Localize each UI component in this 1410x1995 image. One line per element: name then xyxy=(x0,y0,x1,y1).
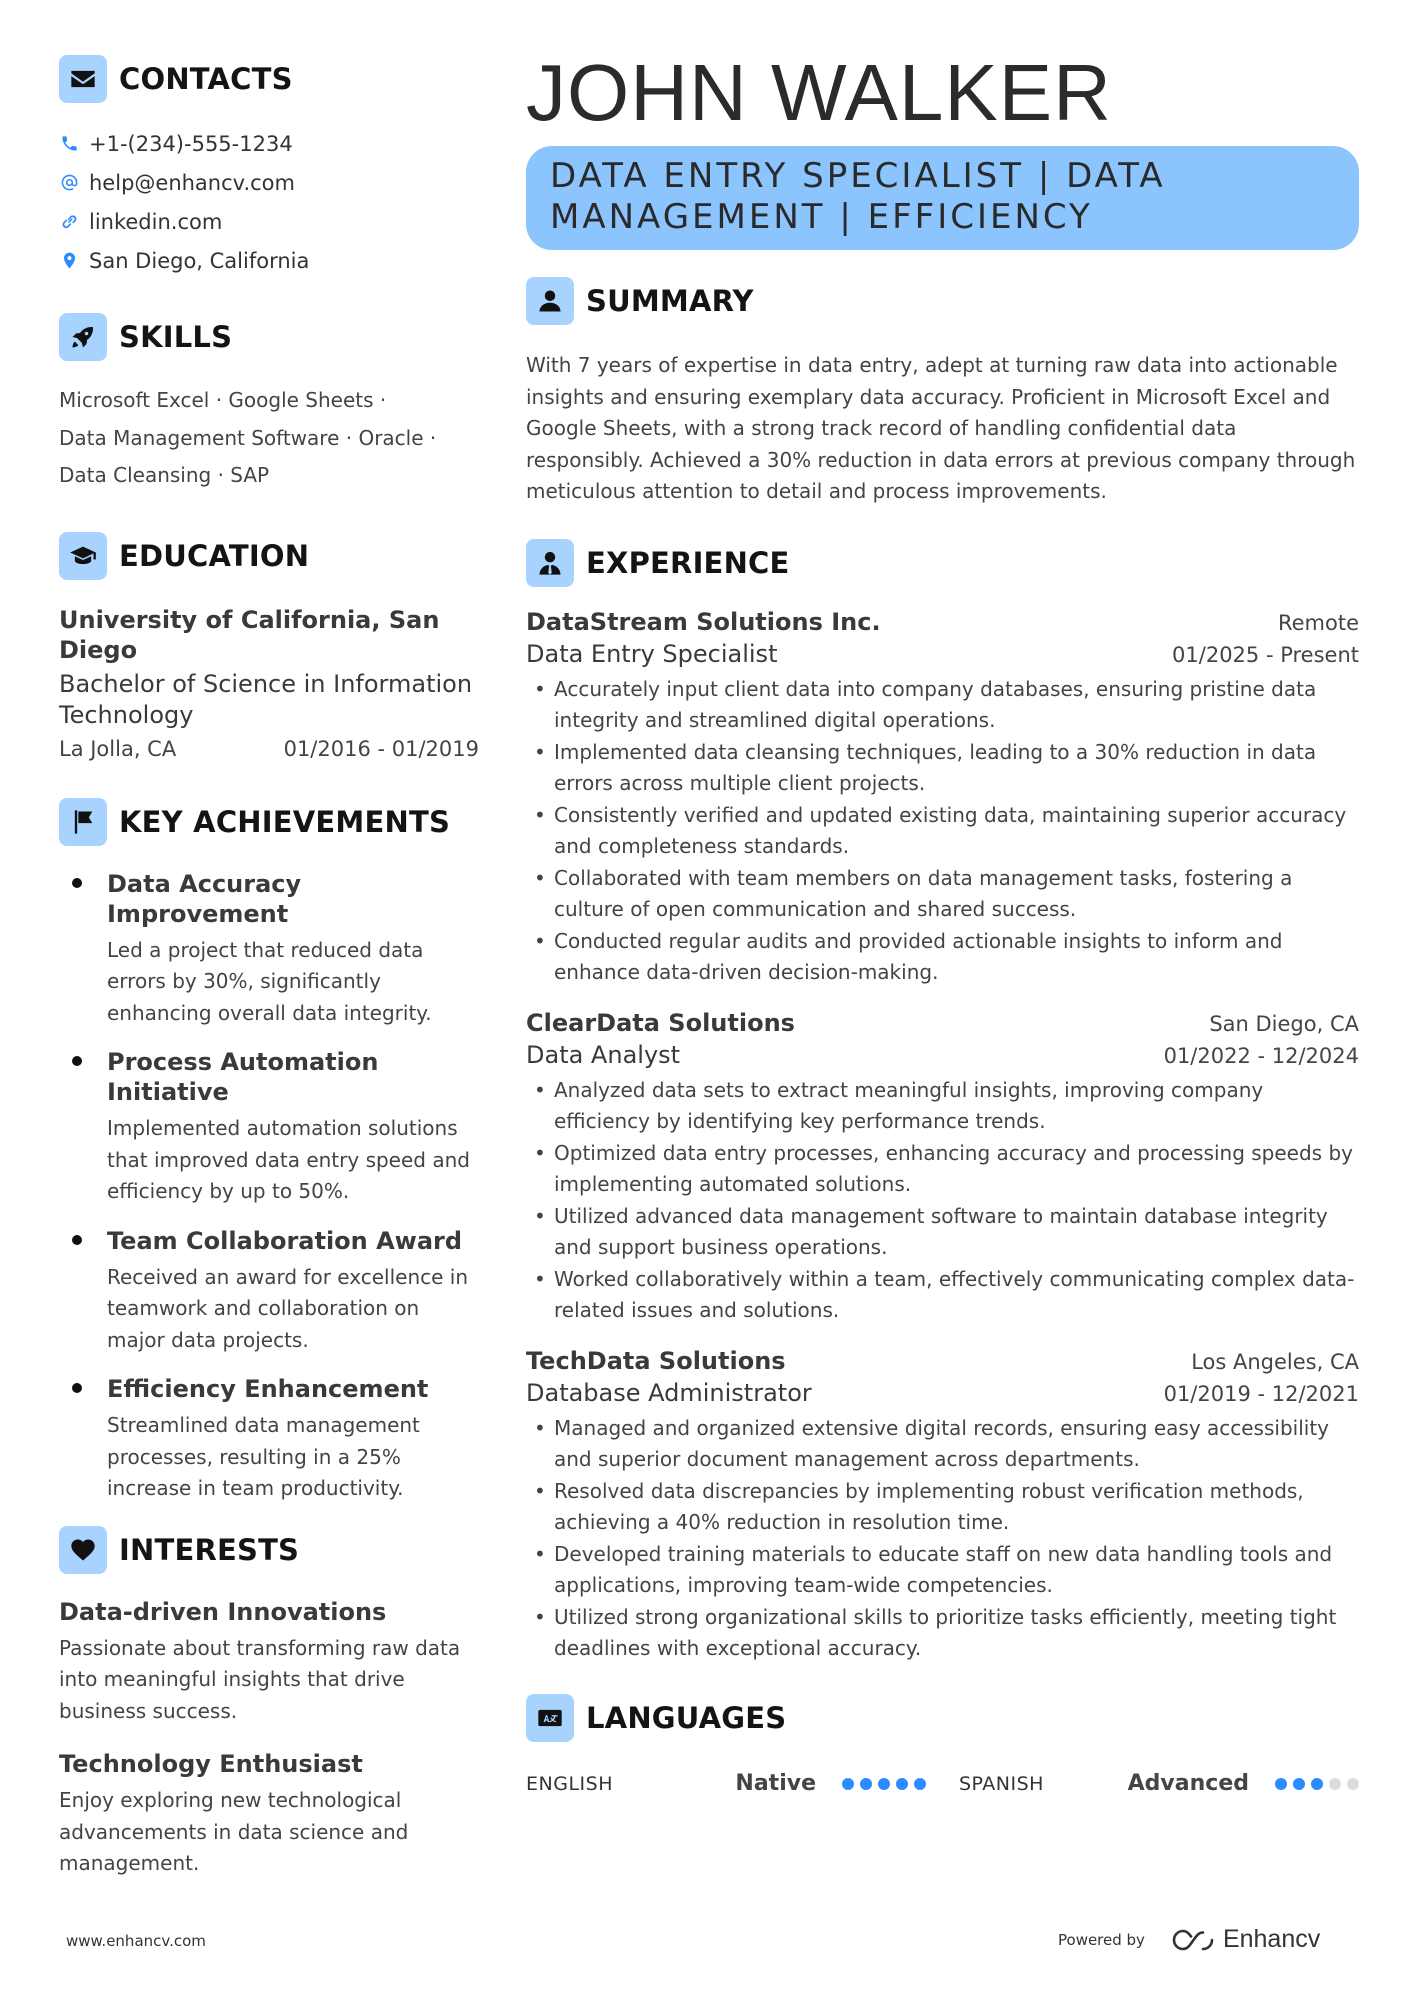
achievement-item xyxy=(59,869,479,1030)
graduation-cap-icon xyxy=(59,532,107,580)
language-proficiency-dots xyxy=(836,1778,926,1790)
achievement-title: Team Collaboration Award xyxy=(107,1226,463,1255)
language-item xyxy=(959,1771,1359,1796)
job-role: Database Administrator xyxy=(526,1378,812,1407)
job-location: Remote xyxy=(1277,610,1359,635)
proficiency-dot-filled xyxy=(896,1778,908,1790)
job-header xyxy=(526,1009,1359,1037)
job-bullets xyxy=(526,1413,1359,1665)
job-entry xyxy=(526,608,1359,989)
language-level: Advanced xyxy=(1127,1771,1249,1796)
envelope-icon xyxy=(59,55,107,103)
achievement-desc: Streamlined data management processes, resulting in a 25% increase in team productivity. xyxy=(107,1413,420,1500)
job-dates: 01/2019 - 12/2021 xyxy=(1163,1381,1359,1406)
translate-icon xyxy=(526,1694,574,1742)
at-sign-icon xyxy=(59,172,79,194)
language-name: SPANISH xyxy=(959,1772,1044,1795)
user-icon xyxy=(526,277,574,325)
languages-section xyxy=(526,1693,1359,1799)
job-bullet: • Managed and organized extensive digital records, ensuring easy accessibility and superior document management across departments. xyxy=(526,1413,1359,1476)
job-bullets xyxy=(526,674,1359,989)
interest-item xyxy=(59,1749,479,1880)
contacts-header xyxy=(59,54,479,104)
bullet-dot xyxy=(72,1235,82,1245)
proficiency-dot-filled xyxy=(878,1778,890,1790)
achievement-item xyxy=(59,1226,479,1357)
map-pin-icon xyxy=(59,250,79,272)
job-company: TechData Solutions xyxy=(526,1346,786,1375)
job-bullet: • Collaborated with team members on data management tasks, fostering a culture of open communication and shared success. xyxy=(526,863,1359,926)
education-school: University of California, San Diego xyxy=(59,605,440,664)
proficiency-dot-empty xyxy=(1329,1778,1341,1790)
job-bullet: • Utilized strong organizational skills to prioritize tasks efficiently, meeting tight deadlines with exceptional accuracy. xyxy=(526,1602,1359,1665)
interest-desc: Passionate about transforming raw data into meaningful insights that drive business success. xyxy=(59,1635,461,1723)
skills-header xyxy=(59,312,479,362)
bullet-dot xyxy=(72,1383,82,1393)
achievement-desc: Received an award for excellence in teamwork and collaboration on major data projects. xyxy=(107,1264,469,1352)
job-bullet: • Resolved data discrepancies by implementing robust verification methods, achieving a 40% reduction in resolution time. xyxy=(526,1476,1359,1539)
enhancv-logo-icon xyxy=(1169,1927,1217,1953)
skills-list xyxy=(59,382,479,495)
job-bullet: • Utilized advanced data management software to maintain database integrity and support business operations. xyxy=(526,1201,1359,1264)
location-text: San Diego, California xyxy=(89,248,310,273)
achievements-list xyxy=(59,869,479,1505)
email-text[interactable]: help@enhancv.com xyxy=(89,170,295,195)
contacts-title: CONTACTS xyxy=(119,62,293,96)
footer-branding xyxy=(1058,1925,1320,1954)
enhancv-logo[interactable] xyxy=(1169,1925,1320,1954)
job-subheader xyxy=(526,1041,1359,1069)
job-dates: 01/2025 - Present xyxy=(1172,642,1359,667)
proficiency-dot-filled xyxy=(1311,1778,1323,1790)
education-degree: Bachelor of Science in Information Technology xyxy=(59,669,473,729)
languages-title: LANGUAGES xyxy=(586,1700,787,1735)
interests-section xyxy=(59,1525,479,1880)
job-subheader xyxy=(526,1379,1359,1407)
education-location: La Jolla, CA xyxy=(59,736,177,761)
language-level: Native xyxy=(735,1771,816,1796)
languages-header xyxy=(526,1693,1359,1743)
experience-header xyxy=(526,538,1359,588)
achievements-section xyxy=(59,797,479,1505)
job-location: Los Angeles, CA xyxy=(1191,1349,1359,1374)
left-column xyxy=(59,54,479,1880)
education-section xyxy=(59,531,479,761)
language-proficiency-dots xyxy=(1269,1778,1359,1790)
language-name: ENGLISH xyxy=(526,1772,613,1795)
summary-section xyxy=(526,276,1359,508)
job-company: DataStream Solutions Inc. xyxy=(526,607,881,636)
job-company: ClearData Solutions xyxy=(526,1008,795,1037)
achievement-desc: Led a project that reduced data errors by 30%, significantly enhancing overall data integrity. xyxy=(107,937,432,1025)
contact-list xyxy=(59,124,479,280)
user-tie-icon xyxy=(526,539,574,587)
job-role: Data Entry Specialist xyxy=(526,639,778,668)
experience-section xyxy=(526,538,1359,1665)
interests-header xyxy=(59,1525,479,1575)
skills-line: Data Management Software · Oracle · xyxy=(59,425,437,450)
phone-icon xyxy=(59,133,79,155)
proficiency-dot-filled xyxy=(842,1778,854,1790)
phone-text: +1-(234)-555-1234 xyxy=(89,131,293,156)
interests-title: INTERESTS xyxy=(119,1532,300,1567)
education-title: EDUCATION xyxy=(119,538,310,573)
language-item xyxy=(526,1771,926,1796)
achievements-title: KEY ACHIEVEMENTS xyxy=(119,804,451,839)
contacts-section xyxy=(59,54,479,280)
achievement-title: Efficiency Enhancement xyxy=(107,1375,429,1403)
languages-row xyxy=(526,1769,1359,1799)
job-dates: 01/2022 - 12/2024 xyxy=(1163,1043,1359,1068)
proficiency-dot-empty xyxy=(1347,1778,1359,1790)
achievement-item xyxy=(59,1047,479,1208)
summary-title: SUMMARY xyxy=(586,284,754,318)
job-bullets xyxy=(526,1075,1359,1327)
rocket-icon xyxy=(59,313,107,361)
education-meta xyxy=(59,737,479,761)
proficiency-dot-filled xyxy=(860,1778,872,1790)
contact-phone xyxy=(59,124,479,163)
job-bullet: • Worked collaboratively within a team, effectively communicating complex data-related issues and solutions. xyxy=(526,1264,1359,1327)
candidate-name: JOHN WALKER xyxy=(526,48,1112,137)
job-bullet: • Implemented data cleansing techniques, leading to a 30% reduction in data errors across multiple client projects. xyxy=(526,737,1359,800)
job-entry xyxy=(526,1347,1359,1665)
achievement-item xyxy=(59,1374,479,1505)
job-location: San Diego, CA xyxy=(1209,1011,1359,1036)
job-bullet: • Conducted regular audits and provided actionable insights to inform and enhance data-driven decision-making. xyxy=(526,926,1359,989)
job-bullet: • Developed training materials to educate staff on new data handling tools and applications, improving team-wide competencies. xyxy=(526,1539,1359,1602)
heart-icon xyxy=(59,1526,107,1574)
interest-item xyxy=(59,1597,479,1728)
education-dates: 01/2016 - 01/2019 xyxy=(283,736,479,761)
job-bullet: • Optimized data entry processes, enhancing accuracy and processing speeds by implementing automated solutions. xyxy=(526,1138,1359,1201)
experience-title: EXPERIENCE xyxy=(586,545,790,580)
achievement-title: Data Accuracy Improvement xyxy=(107,869,302,928)
interest-title: Technology Enthusiast xyxy=(59,1750,363,1778)
contact-location xyxy=(59,241,479,280)
skills-section xyxy=(59,312,479,495)
interest-desc: Enjoy exploring new technological advancements in data science and management. xyxy=(59,1788,409,1875)
link-icon xyxy=(59,211,79,233)
job-bullet: • Accurately input client data into company databases, ensuring pristine data integrity and streamlined digital operations. xyxy=(526,674,1359,737)
summary-header xyxy=(526,276,1359,326)
job-entry xyxy=(526,1009,1359,1327)
footer-website[interactable]: www.enhancv.com xyxy=(66,1932,206,1950)
education-header xyxy=(59,531,479,581)
skills-line: Microsoft Excel · Google Sheets · xyxy=(59,388,387,412)
proficiency-dot-filled xyxy=(1293,1778,1305,1790)
flag-icon xyxy=(59,798,107,846)
bullet-dot xyxy=(72,878,82,888)
powered-by-label: Powered by xyxy=(1058,1930,1145,1949)
job-header xyxy=(526,1347,1359,1375)
job-header xyxy=(526,608,1359,636)
proficiency-dot-filled xyxy=(914,1778,926,1790)
achievement-title: Process Automation Initiative xyxy=(107,1048,379,1106)
achievement-desc: Implemented automation solutions that improved data entry speed and efficiency by up to 50%. xyxy=(107,1116,470,1203)
job-role: Data Analyst xyxy=(526,1040,681,1069)
contact-linkedin[interactable] xyxy=(59,202,479,241)
job-bullet: • Analyzed data sets to extract meaningful insights, improving company efficiency by identifying key performance trends. xyxy=(526,1075,1359,1138)
proficiency-dot-filled xyxy=(1275,1778,1287,1790)
linkedin-text[interactable]: linkedin.com xyxy=(89,209,223,234)
headline-banner: DATA ENTRY SPECIALIST | DATA MANAGEMENT | EFFICIENCY xyxy=(526,146,1359,250)
skills-title: SKILLS xyxy=(119,320,233,354)
interest-title: Data-driven Innovations xyxy=(59,1597,387,1626)
job-bullet: • Consistently verified and updated existing data, maintaining superior accuracy and completeness standards. xyxy=(526,800,1359,863)
skills-line: Data Cleansing · SAP xyxy=(59,463,270,487)
summary-text: With 7 years of expertise in data entry, adept at turning raw data into actionable insights and ensuring exemplary data accuracy. Proficient in Microsoft Excel and Google Sheets, with a strong track record of handling confidential data responsibly. Achieved a 30% reduction in data errors at previous company through meticulous attention to detail and process improvements. xyxy=(526,353,1356,503)
achievements-header xyxy=(59,797,479,847)
job-subheader xyxy=(526,640,1359,668)
contact-email[interactable] xyxy=(59,163,479,202)
right-column xyxy=(526,50,1359,1799)
bullet-dot xyxy=(72,1056,82,1066)
enhancv-logo-text: Enhancv xyxy=(1222,1925,1321,1953)
